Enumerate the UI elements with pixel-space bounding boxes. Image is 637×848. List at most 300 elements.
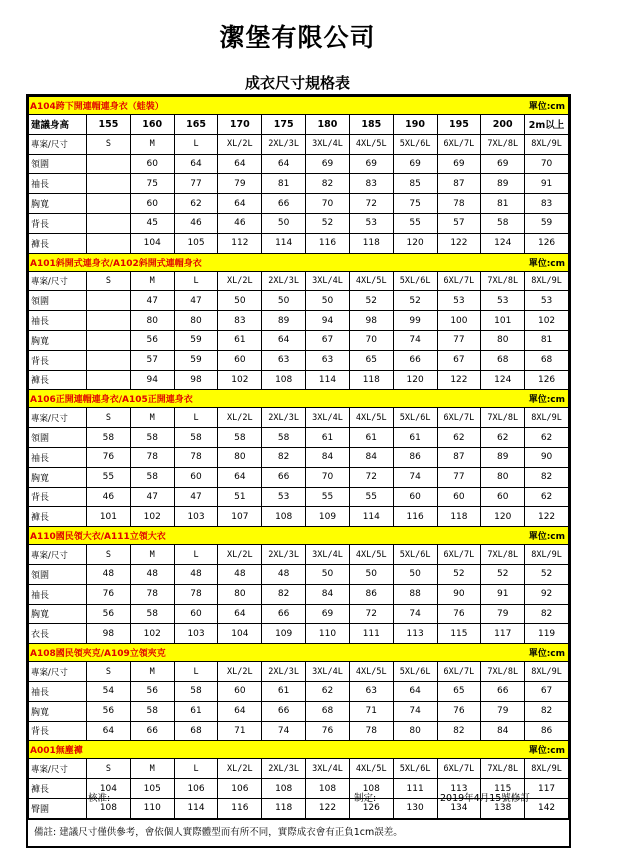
measurement-cell: 110 [130, 798, 174, 818]
measurement-cell: 56 [130, 681, 174, 701]
measurement-cell: 50 [262, 291, 306, 311]
document-title: 成衣尺寸規格表 [244, 74, 350, 92]
remarks-note: 備註: 建議尺寸僅供參考，會依個人實際體型而有所不同，實際成衣會有正負1cm誤差。 [28, 819, 569, 846]
measurement-cell: 101 [87, 507, 131, 527]
measurement-cell: 51 [218, 487, 262, 507]
measurement-cell: 98 [174, 370, 218, 390]
measurement-cell: 78 [174, 447, 218, 467]
measurement-row [29, 584, 569, 604]
unit-label: 單位:cm [528, 102, 565, 112]
measurement-cell: 110 [306, 624, 350, 644]
measurement-cell: 66 [481, 681, 525, 701]
size-cell: 5XL/6L [393, 271, 437, 291]
measurement-label: 袖長 [29, 447, 87, 467]
measurement-cell [87, 213, 131, 233]
measurement-cell: 94 [306, 311, 350, 331]
size-cell: L [174, 271, 218, 291]
height-cell: 195 [437, 115, 481, 135]
measurement-cell: 55 [393, 213, 437, 233]
size-cell: 7XL/8L [481, 545, 525, 565]
measurement-label: 褲長 [29, 779, 87, 799]
measurement-cell: 55 [87, 467, 131, 487]
size-cell: XL/2L [218, 545, 262, 565]
measurement-cell: 69 [481, 154, 525, 174]
height-cell: 2m以上 [525, 115, 569, 135]
measurement-cell: 62 [481, 428, 525, 448]
height-cell: 175 [262, 115, 306, 135]
measurement-cell: 66 [262, 194, 306, 214]
size-cell: L [174, 759, 218, 779]
size-cell: S [87, 662, 131, 682]
measurement-cell: 69 [393, 154, 437, 174]
measurement-cell: 47 [174, 487, 218, 507]
size-cell: M [130, 662, 174, 682]
measurement-cell: 80 [393, 721, 437, 741]
measurement-cell: 58 [262, 428, 306, 448]
size-header-label: 專案/尺寸 [29, 662, 87, 682]
measurement-cell: 64 [87, 721, 131, 741]
size-cell: 8XL/9L [525, 271, 569, 291]
measurement-cell: 105 [130, 779, 174, 799]
measurement-label: 背長 [29, 721, 87, 741]
measurement-cell: 82 [262, 584, 306, 604]
section-header-cell [29, 97, 569, 115]
measurement-row [29, 330, 569, 350]
measurement-label: 背長 [29, 350, 87, 370]
size-cell: 4XL/5L [349, 662, 393, 682]
measurement-cell: 68 [525, 350, 569, 370]
measurement-label: 胸寬 [29, 701, 87, 721]
measurement-cell: 52 [306, 213, 350, 233]
measurement-cell: 91 [481, 584, 525, 604]
measurement-label: 領圍 [29, 428, 87, 448]
measurement-cell: 62 [437, 428, 481, 448]
measurement-cell: 64 [218, 604, 262, 624]
measurement-cell: 52 [393, 291, 437, 311]
measurement-cell: 80 [481, 467, 525, 487]
measurement-cell: 77 [174, 174, 218, 194]
measurement-cell: 74 [262, 721, 306, 741]
measurement-cell: 78 [130, 447, 174, 467]
measurement-cell: 69 [306, 154, 350, 174]
size-cell: S [87, 408, 131, 428]
measurement-cell: 63 [349, 681, 393, 701]
measurement-cell: 79 [481, 604, 525, 624]
size-cell: XL/2L [218, 408, 262, 428]
measurement-cell: 84 [481, 721, 525, 741]
measurement-cell: 86 [349, 584, 393, 604]
height-cell: 185 [349, 115, 393, 135]
measurement-row [29, 370, 569, 390]
size-header-label: 專案/尺寸 [29, 134, 87, 154]
measurement-cell: 71 [349, 701, 393, 721]
measurement-cell: 61 [393, 428, 437, 448]
measurement-label: 背長 [29, 213, 87, 233]
size-cell: XL/2L [218, 759, 262, 779]
measurement-cell: 104 [87, 779, 131, 799]
measurement-cell: 114 [349, 507, 393, 527]
measurement-cell: 48 [218, 564, 262, 584]
measurement-cell: 64 [218, 154, 262, 174]
measurement-cell [87, 350, 131, 370]
measurement-cell: 82 [306, 174, 350, 194]
size-cell: S [87, 134, 131, 154]
measurement-cell: 82 [525, 701, 569, 721]
measurement-cell: 66 [262, 701, 306, 721]
size-row [29, 759, 569, 779]
measurement-cell: 122 [437, 370, 481, 390]
size-cell: 2XL/3L [262, 662, 306, 682]
measurement-cell: 113 [437, 779, 481, 799]
measurement-cell: 53 [437, 291, 481, 311]
measurement-cell: 58 [130, 428, 174, 448]
measurement-cell: 64 [262, 330, 306, 350]
measurement-cell: 111 [393, 779, 437, 799]
measurement-cell: 116 [393, 507, 437, 527]
measurement-cell: 60 [218, 350, 262, 370]
measurement-row [29, 721, 569, 741]
measurement-cell: 60 [130, 154, 174, 174]
measurement-cell: 86 [393, 447, 437, 467]
size-cell: L [174, 408, 218, 428]
measurement-cell [87, 370, 131, 390]
measurement-cell: 50 [393, 564, 437, 584]
size-row [29, 408, 569, 428]
measurement-cell: 108 [262, 779, 306, 799]
measurement-cell: 99 [393, 311, 437, 331]
section-header [29, 390, 569, 408]
measurement-cell: 80 [218, 584, 262, 604]
size-cell: M [130, 408, 174, 428]
measurement-cell: 66 [130, 721, 174, 741]
measurement-cell: 114 [262, 233, 306, 253]
measurement-cell: 70 [525, 154, 569, 174]
measurement-cell: 60 [393, 487, 437, 507]
size-row [29, 545, 569, 565]
measurement-cell: 67 [437, 350, 481, 370]
size-cell: 7XL/8L [481, 134, 525, 154]
measurement-row [29, 291, 569, 311]
measurement-cell: 54 [87, 681, 131, 701]
measurement-cell: 104 [130, 233, 174, 253]
measurement-cell: 66 [262, 467, 306, 487]
measurement-cell: 126 [349, 798, 393, 818]
measurement-cell: 45 [130, 213, 174, 233]
measurement-cell: 126 [525, 370, 569, 390]
measurement-cell: 58 [130, 701, 174, 721]
measurement-cell: 98 [349, 311, 393, 331]
measurement-label: 褲長 [29, 507, 87, 527]
section-header [29, 527, 569, 545]
measurement-cell: 88 [393, 584, 437, 604]
measurement-cell: 59 [525, 213, 569, 233]
measurement-cell: 46 [174, 213, 218, 233]
size-cell: 8XL/9L [525, 662, 569, 682]
size-cell: S [87, 759, 131, 779]
measurement-cell: 64 [218, 701, 262, 721]
measurement-cell: 69 [306, 604, 350, 624]
measurement-cell: 65 [349, 350, 393, 370]
size-cell: S [87, 545, 131, 565]
measurement-label: 袖長 [29, 681, 87, 701]
measurement-cell: 108 [306, 779, 350, 799]
size-cell: 4XL/5L [349, 408, 393, 428]
measurement-cell [87, 174, 131, 194]
size-cell: 6XL/7L [437, 545, 481, 565]
measurement-cell: 102 [218, 370, 262, 390]
size-cell: 2XL/3L [262, 134, 306, 154]
measurement-cell: 78 [349, 721, 393, 741]
size-cell: 4XL/5L [349, 545, 393, 565]
measurement-cell [87, 154, 131, 174]
measurement-cell: 62 [525, 428, 569, 448]
measurement-cell: 47 [174, 291, 218, 311]
measurement-cell: 50 [262, 213, 306, 233]
measurement-cell: 106 [174, 779, 218, 799]
section-title: A001無塵褲 [30, 746, 83, 757]
measurement-cell: 56 [87, 604, 131, 624]
measurement-cell: 72 [349, 194, 393, 214]
measurement-label: 褲長 [29, 370, 87, 390]
section-header-cell [29, 741, 569, 759]
section-header-cell [29, 390, 569, 408]
size-row [29, 662, 569, 682]
measurement-cell: 108 [262, 507, 306, 527]
size-chart-sheet [26, 94, 571, 848]
measurement-cell: 102 [130, 507, 174, 527]
measurement-row [29, 487, 569, 507]
section-title: A108國民領夾克/A109立領夾克 [30, 649, 166, 660]
measurement-cell: 58 [130, 467, 174, 487]
measurement-cell: 58 [87, 428, 131, 448]
measurement-cell: 64 [174, 154, 218, 174]
measurement-cell: 48 [262, 564, 306, 584]
measurement-cell: 134 [437, 798, 481, 818]
measurement-cell: 116 [306, 233, 350, 253]
measurement-cell: 59 [174, 330, 218, 350]
size-cell: 3XL/4L [306, 134, 350, 154]
measurement-label: 胸寬 [29, 330, 87, 350]
measurement-cell: 82 [262, 447, 306, 467]
measurement-cell: 50 [306, 291, 350, 311]
measurement-cell: 80 [481, 330, 525, 350]
section-header-cell [29, 253, 569, 271]
approval-label: 核准: [88, 793, 111, 804]
section-header [29, 644, 569, 662]
size-cell: S [87, 271, 131, 291]
measurement-cell: 52 [481, 564, 525, 584]
height-cell: 170 [218, 115, 262, 135]
measurement-cell: 62 [525, 487, 569, 507]
measurement-cell: 77 [437, 467, 481, 487]
size-cell: 5XL/6L [393, 134, 437, 154]
measurement-label: 胸寬 [29, 194, 87, 214]
measurement-cell: 50 [349, 564, 393, 584]
measurement-cell: 120 [393, 233, 437, 253]
size-cell: 5XL/6L [393, 408, 437, 428]
height-cell: 155 [87, 115, 131, 135]
size-cell: 7XL/8L [481, 662, 525, 682]
measurement-cell: 56 [87, 701, 131, 721]
measurement-cell: 79 [218, 174, 262, 194]
company-name: 潔堡有限公司 [219, 23, 376, 52]
size-cell: 4XL/5L [349, 759, 393, 779]
measurement-cell: 102 [130, 624, 174, 644]
measurement-cell: 66 [393, 350, 437, 370]
measurement-cell: 60 [130, 194, 174, 214]
measurement-cell: 71 [218, 721, 262, 741]
size-row [29, 271, 569, 291]
measurement-cell: 62 [174, 194, 218, 214]
measurement-cell: 124 [481, 233, 525, 253]
size-cell: 6XL/7L [437, 271, 481, 291]
section-header [29, 97, 569, 115]
measurement-cell: 67 [525, 681, 569, 701]
measurement-cell: 59 [174, 350, 218, 370]
measurement-cell: 114 [306, 370, 350, 390]
measurement-label: 袖長 [29, 174, 87, 194]
measurement-cell: 98 [87, 624, 131, 644]
measurement-cell: 124 [481, 370, 525, 390]
size-cell: 6XL/7L [437, 759, 481, 779]
measurement-cell: 48 [174, 564, 218, 584]
measurement-cell: 55 [306, 487, 350, 507]
size-cell: 8XL/9L [525, 134, 569, 154]
size-cell: 7XL/8L [481, 759, 525, 779]
section-header-cell [29, 527, 569, 545]
measurement-cell: 109 [306, 507, 350, 527]
measurement-cell: 57 [130, 350, 174, 370]
measurement-row [29, 174, 569, 194]
measurement-cell: 67 [306, 330, 350, 350]
size-cell: 2XL/3L [262, 545, 306, 565]
measurement-cell: 142 [525, 798, 569, 818]
measurement-row [29, 564, 569, 584]
size-cell: 8XL/9L [525, 759, 569, 779]
measurement-cell: 107 [218, 507, 262, 527]
measurement-cell: 60 [218, 681, 262, 701]
measurement-cell: 91 [525, 174, 569, 194]
measurement-cell: 65 [437, 681, 481, 701]
measurement-row [29, 194, 569, 214]
measurement-cell: 82 [525, 467, 569, 487]
height-cell: 200 [481, 115, 525, 135]
measurement-cell: 76 [87, 584, 131, 604]
measurement-cell: 89 [262, 311, 306, 331]
measurement-row [29, 467, 569, 487]
measurement-cell: 50 [218, 291, 262, 311]
measurement-cell: 53 [349, 213, 393, 233]
measurement-cell: 46 [87, 487, 131, 507]
measurement-cell: 101 [481, 311, 525, 331]
measurement-cell: 64 [218, 467, 262, 487]
measurement-cell: 57 [437, 213, 481, 233]
measurement-cell: 78 [130, 584, 174, 604]
size-cell: 6XL/7L [437, 134, 481, 154]
measurement-cell: 89 [481, 174, 525, 194]
section-title: A104跨下開連帽連身衣（蛙裝） [30, 102, 164, 112]
size-cell: 4XL/5L [349, 271, 393, 291]
measurement-cell: 55 [349, 487, 393, 507]
measurement-cell: 117 [525, 779, 569, 799]
size-row [29, 134, 569, 154]
size-chart-table [28, 96, 569, 819]
measurement-row [29, 624, 569, 644]
measurement-cell: 75 [393, 194, 437, 214]
size-cell: 6XL/7L [437, 662, 481, 682]
measurement-cell: 122 [437, 233, 481, 253]
size-cell: M [130, 271, 174, 291]
measurement-cell: 83 [349, 174, 393, 194]
size-cell: XL/2L [218, 662, 262, 682]
revision-date: 2019年4月15號修訂 [440, 793, 530, 804]
size-cell: 3XL/4L [306, 759, 350, 779]
size-cell: 5XL/6L [393, 759, 437, 779]
measurement-cell: 106 [218, 779, 262, 799]
measurement-cell: 108 [87, 798, 131, 818]
measurement-cell: 111 [349, 624, 393, 644]
measurement-cell: 76 [306, 721, 350, 741]
height-cell: 180 [306, 115, 350, 135]
measurement-cell: 80 [218, 447, 262, 467]
size-cell: 3XL/4L [306, 271, 350, 291]
measurement-cell: 81 [525, 330, 569, 350]
measurement-row [29, 447, 569, 467]
height-cell: 190 [393, 115, 437, 135]
measurement-cell: 122 [306, 798, 350, 818]
unit-label: 單位:cm [528, 746, 565, 757]
measurement-cell: 81 [262, 174, 306, 194]
measurement-cell: 74 [393, 467, 437, 487]
size-cell: L [174, 134, 218, 154]
size-cell: M [130, 759, 174, 779]
measurement-cell: 58 [218, 428, 262, 448]
measurement-cell: 68 [174, 721, 218, 741]
measurement-cell: 90 [437, 584, 481, 604]
measurement-cell: 118 [349, 233, 393, 253]
measurement-cell: 76 [437, 701, 481, 721]
measurement-cell: 53 [262, 487, 306, 507]
measurement-cell: 46 [218, 213, 262, 233]
measurement-cell [87, 233, 131, 253]
measurement-label: 領圍 [29, 154, 87, 174]
unit-label: 單位:cm [528, 532, 565, 543]
size-cell: XL/2L [218, 134, 262, 154]
measurement-cell: 120 [393, 370, 437, 390]
measurement-cell: 80 [130, 311, 174, 331]
prepared-by-label: 制定: [354, 793, 377, 804]
measurement-row [29, 154, 569, 174]
measurement-cell [87, 291, 131, 311]
measurement-cell: 115 [437, 624, 481, 644]
measurement-cell: 80 [174, 311, 218, 331]
size-header-label: 專案/尺寸 [29, 271, 87, 291]
measurement-row [29, 507, 569, 527]
measurement-cell: 58 [481, 213, 525, 233]
measurement-cell: 138 [481, 798, 525, 818]
measurement-cell: 74 [393, 330, 437, 350]
measurement-cell: 61 [306, 428, 350, 448]
height-cell: 165 [174, 115, 218, 135]
measurement-row [29, 213, 569, 233]
section-title: A106正開連帽連身衣/A105正開連身衣 [30, 395, 193, 406]
measurement-cell: 119 [525, 624, 569, 644]
measurement-cell: 122 [525, 507, 569, 527]
measurement-cell: 66 [262, 604, 306, 624]
measurement-cell: 61 [174, 701, 218, 721]
measurement-cell: 60 [174, 604, 218, 624]
measurement-cell: 118 [262, 798, 306, 818]
